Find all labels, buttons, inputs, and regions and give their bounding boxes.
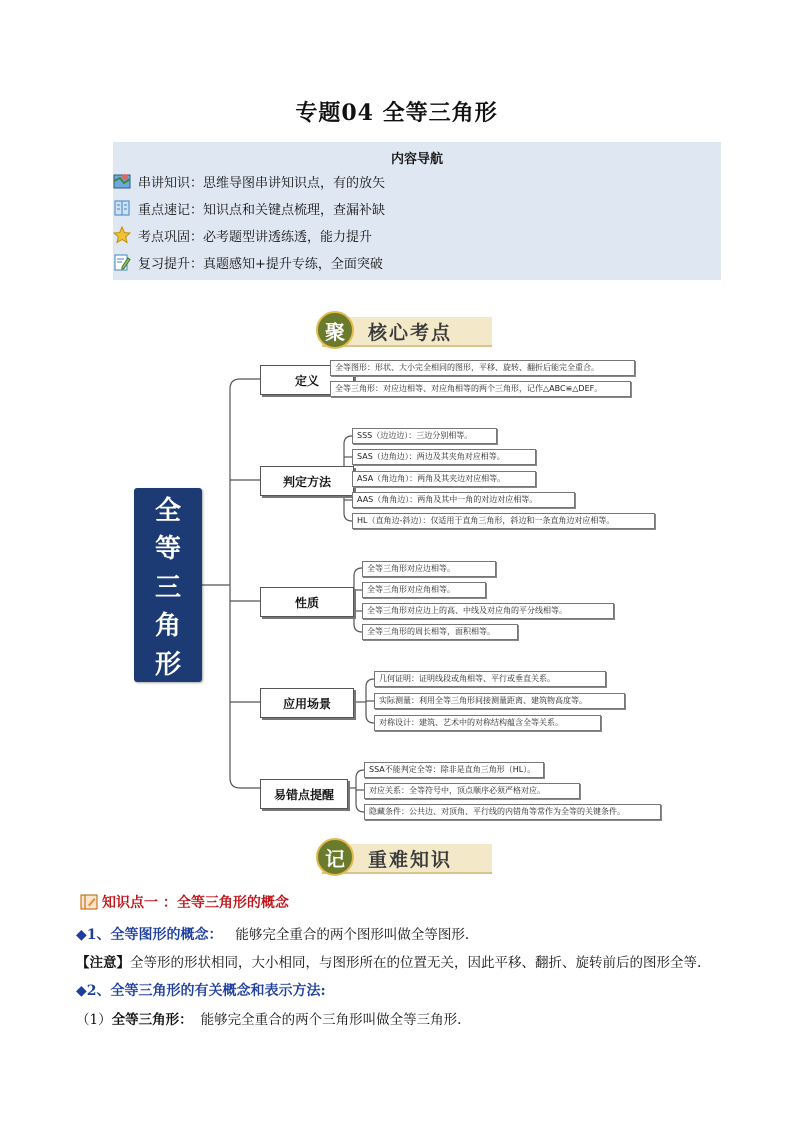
leaf-node: AAS（角角边）：两角及其中一角的对边对应相等。 xyxy=(352,492,575,508)
banner-badge: 记 xyxy=(316,838,354,876)
branch-properties: 性质 xyxy=(260,587,354,617)
leaf-node: SAS（边角边）：两边及其夹角对应相等。 xyxy=(352,449,536,465)
notebook-icon xyxy=(80,894,98,910)
leaf-node: SSA不能判定全等：除非是直角三角形（HL）。 xyxy=(364,762,544,778)
banner-text: 重难知识 xyxy=(322,844,492,874)
root-char: 角 xyxy=(154,611,181,641)
banner-text: 核心考点 xyxy=(322,317,492,347)
branch-judgement: 判定方法 xyxy=(260,466,354,496)
section-banner-key xyxy=(300,838,492,876)
section-2-item: （1）全等三角形： 能够完全重合的两个三角形叫做全等三角形. xyxy=(76,1012,462,1028)
leaf-node: ASA（角边角）：两角及其夹边对应相等。 xyxy=(352,471,536,487)
leaf-node: 对称设计：建筑、艺术中的对称结构蕴含全等关系。 xyxy=(374,715,601,731)
knowledge-point-title: 知识点一 ：全等三角形的概念 xyxy=(80,892,289,912)
nav-item-lecture: 串讲知识 ：思维导图串讲知识点，有的放矢 xyxy=(113,170,385,192)
note-paragraph: 【注意】全等形的形状相同，大小相同，与图形所在的位置无关，因此平移、翻折、旋转前后的图形全等. xyxy=(76,955,702,971)
root-char: 三 xyxy=(154,572,181,603)
leaf-node: 隐藏条件：公共边、对顶角、平行线的内错角等常作为全等的关键条件。 xyxy=(364,804,661,820)
nav-item-practice: 考点巩固 ：必考题型讲透练透，能力提升 xyxy=(113,224,372,246)
leaf-node: 全等三角形对应边上的高、中线及对应角的平分线相等。 xyxy=(362,603,614,619)
leaf-node: 全等三角形：对应边相等、对应角相等的两个三角形，记作△ABC≌△DEF。 xyxy=(330,381,631,397)
section-1-text: 能够完全重合的两个图形叫做全等图形. xyxy=(235,927,470,943)
page-title: 专题04 全等三角形 xyxy=(295,100,498,126)
root-char: 等 xyxy=(154,534,181,564)
branch-applications: 应用场景 xyxy=(260,688,354,718)
leaf-node: 对应关系：全等符号中，顶点顺序必须严格对应。 xyxy=(364,783,580,799)
root-char: 全 xyxy=(154,495,181,526)
leaf-node: 全等三角形对应边相等。 xyxy=(362,561,496,577)
leaf-node: HL（直角边-斜边）：仅适用于直角三角形，斜边和一条直角边对应相等。 xyxy=(352,513,655,529)
root-char: 形 xyxy=(154,649,181,680)
nav-item-review: 复习提升 ：真题感知+提升专练，全面突破 xyxy=(113,251,383,273)
leaf-node: SSS（边边边）：三边分别相等。 xyxy=(352,428,497,444)
banner-badge: 聚 xyxy=(316,311,354,349)
leaf-node: 全等图形：形状、大小完全相同的图形，平移、旋转、翻折后能完全重合。 xyxy=(330,360,635,376)
leaf-node: 全等三角形的周长相等，面积相等。 xyxy=(362,624,518,640)
leaf-node: 几何证明：证明线段或角相等、平行或垂直关系。 xyxy=(374,671,606,687)
branch-pitfalls: 易错点提醒 xyxy=(260,779,348,809)
leaf-node: 全等三角形对应角相等。 xyxy=(362,582,486,598)
nav-heading: 内容导航 xyxy=(390,152,443,167)
section-2-heading: ◆2、全等三角形的有关概念和表示方法: xyxy=(76,983,326,999)
nav-item-summary: 重点速记 ：知识点和关键点梳理，查漏补缺 xyxy=(113,197,385,219)
branch-definition: 定义 xyxy=(260,365,354,395)
leaf-node: 实际测量：利用全等三角形间接测量距离、建筑物高度等。 xyxy=(374,693,625,709)
mindmap-root xyxy=(134,488,202,682)
section-1-heading: ◆1、全等图形的概念： 能够完全重合的两个图形叫做全等图形. xyxy=(76,927,470,943)
